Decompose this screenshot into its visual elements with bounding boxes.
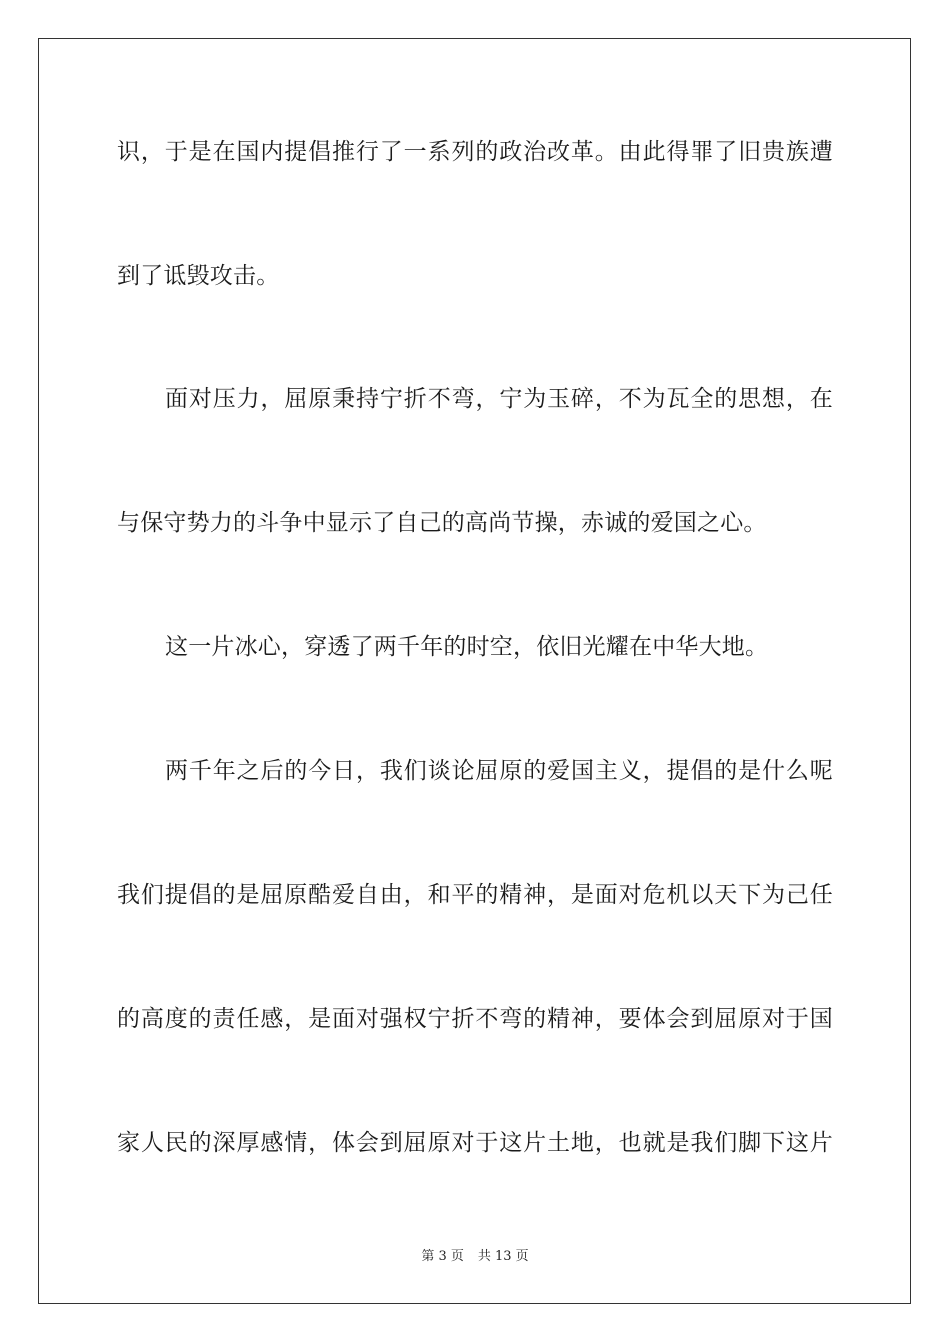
text-line-2: 到了诋毁攻击。 [117,263,280,289]
text-line-9: 家人民的深厚感情，体会到屈原对于这片土地，也就是我们脚下这片 [117,1130,833,1156]
total-pages: 共 13 页 [477,1249,529,1264]
paragraph-start-line-6: 两千年之后的今日，我们谈论屈原的爱国主义，提倡的是什么呢 [165,758,833,784]
paragraph-start-line-3: 面对压力，屈原秉持宁折不弯，宁为玉碎，不为瓦全的思想，在 [165,386,833,412]
page-footer [0,1248,950,1266]
text-line-4: 与保守势力的斗争中显示了自己的高尚节操，赤诚的爱国之心。 [117,510,767,536]
text-line-7: 我们提倡的是屈原酷爱自由，和平的精神，是面对危机以天下为己任 [117,882,833,908]
paragraph-start-line-5: 这一片冰心，穿透了两千年的时空，依旧光耀在中华大地。 [165,634,769,660]
page-number: 第 3 页 [421,1249,464,1264]
text-line-8: 的高度的责任感，是面对强权宁折不弯的精神，要体会到屈原对于国 [117,1006,833,1032]
page-border [38,38,911,1304]
text-line-1: 识，于是在国内提倡推行了一系列的政治改革。由此得罪了旧贵族遭 [117,139,833,165]
